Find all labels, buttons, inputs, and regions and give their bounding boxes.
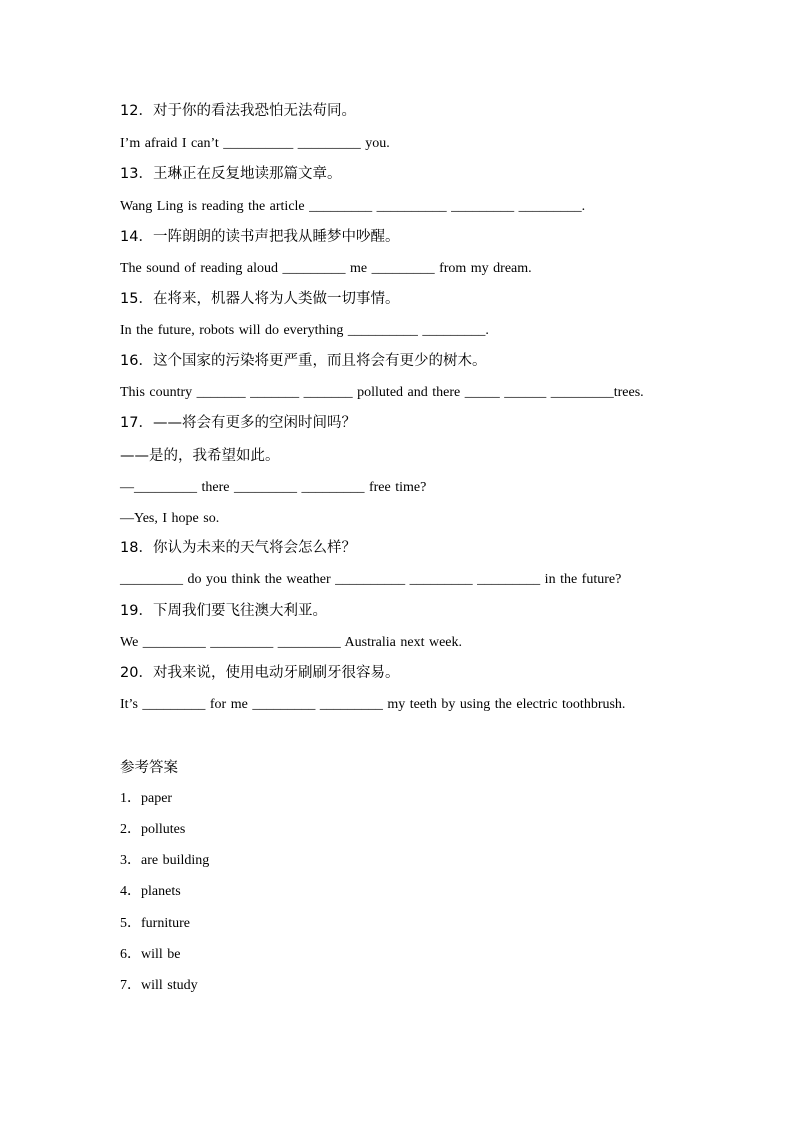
answer-item: 7．will study <box>120 978 198 993</box>
question-16-chinese: 16．这个国家的污染将更严重，而且将会有更少的树木。 <box>120 353 487 369</box>
question-19-chinese: 19．下周我们要飞往澳大利亚。 <box>120 603 327 619</box>
question-13-english: Wang Ling is reading the article _________ __________ _________ _________. <box>120 199 586 214</box>
answer-item: 4．planets <box>120 884 181 899</box>
question-12-english: I’m afraid I can’t __________ _________ you. <box>120 136 390 151</box>
question-15-english: In the future, robots will do everything __________ _________. <box>120 323 489 338</box>
question-14-chinese: 14．一阵朗朗的读书声把我从睡梦中吵醒。 <box>120 229 400 245</box>
answers-heading: 参考答案 <box>120 760 178 776</box>
answer-item: 2．pollutes <box>120 822 186 837</box>
question-14-english: The sound of reading aloud _________ me _________ from my dream. <box>120 261 532 276</box>
question-20-chinese: 20．对我来说，使用电动牙刷刷牙很容易。 <box>120 665 400 681</box>
question-17-chinese: 17．——将会有更多的空闲时间吗？ <box>120 415 356 431</box>
answer-item: 6．will be <box>120 947 181 962</box>
question-13-chinese: 13．王琳正在反复地读那篇文章。 <box>120 166 342 182</box>
question-20-english: It’s _________ for me _________ _________ my teeth by using the electric toothbrush. <box>120 697 626 712</box>
answer-item: 3．are building <box>120 853 210 868</box>
question-18-english: _________ do you think the weather __________ _________ _________ in the future? <box>120 572 622 587</box>
answer-item: 1．paper <box>120 791 173 806</box>
question-18-chinese: 18．你认为未来的天气将会怎么样？ <box>120 540 356 556</box>
question-12-chinese: 12．对于你的看法我恐怕无法苟同。 <box>120 103 356 119</box>
question-17-english: —_________ there _________ _________ free time? <box>120 480 427 495</box>
answer-item: 5．furniture <box>120 916 190 931</box>
question-16-english: This country _______ _______ _______ polluted and there _____ ______ _________trees. <box>120 385 644 400</box>
question-17-english-reply: —Yes, I hope so. <box>120 511 220 526</box>
question-17-chinese-reply: ——是的，我希望如此。 <box>120 448 280 464</box>
question-19-english: We _________ _________ _________ Australia next week. <box>120 635 462 650</box>
question-15-chinese: 15．在将来，机器人将为人类做一切事情。 <box>120 291 400 307</box>
